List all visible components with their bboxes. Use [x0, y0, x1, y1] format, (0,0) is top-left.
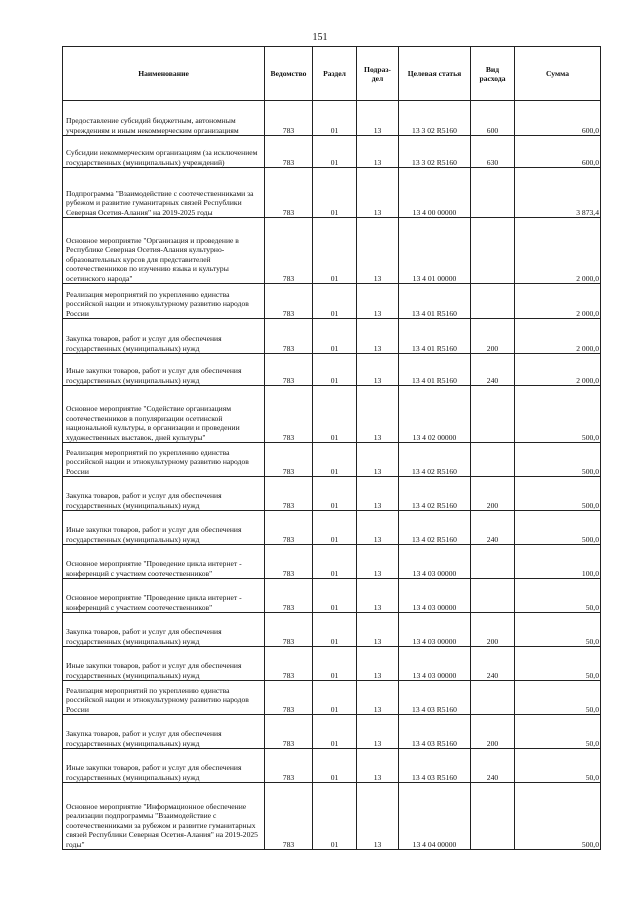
table-row	[63, 545, 601, 579]
cell-subsection: 13	[357, 284, 399, 319]
cell-subsection: 13	[357, 218, 399, 284]
cell-department: 783	[265, 511, 313, 545]
cell-name: Основное мероприятие "Проведение цикла интернет - конференций с участием соотечественников"	[63, 545, 265, 579]
cell-sum: 500,0	[515, 443, 601, 477]
table-row	[63, 354, 601, 386]
cell-section: 01	[313, 613, 357, 647]
table-row	[63, 783, 601, 850]
cell-expense-type	[471, 218, 515, 284]
cell-name: Иные закупки товаров, работ и услуг для обеспечения государственных (муниципальных) нужд	[63, 354, 265, 386]
cell-sum: 2 000,0	[515, 354, 601, 386]
table-row	[63, 749, 601, 783]
cell-name: Основное мероприятие "Организация и проведение в Республике Северная Осетия-Алания культурно-образовательных курсов для представителей соотечественников по изучению языка и культуры осетинского народа"	[63, 218, 265, 284]
cell-name: Закупка товаров, работ и услуг для обеспечения государственных (муниципальных) нужд	[63, 613, 265, 647]
cell-expense-type: 200	[471, 715, 515, 749]
cell-sum: 500,0	[515, 477, 601, 511]
cell-target-article: 13 4 01 00000	[399, 218, 471, 284]
cell-sum: 2 000,0	[515, 284, 601, 319]
cell-subsection: 13	[357, 681, 399, 715]
cell-section: 01	[313, 681, 357, 715]
cell-name: Иные закупки товаров, работ и услуг для обеспечения государственных (муниципальных) нужд	[63, 647, 265, 681]
cell-target-article: 13 4 03 R5160	[399, 681, 471, 715]
cell-department: 783	[265, 168, 313, 218]
cell-sum: 500,0	[515, 783, 601, 850]
cell-sum: 50,0	[515, 681, 601, 715]
cell-subsection: 13	[357, 511, 399, 545]
cell-sum: 2 000,0	[515, 218, 601, 284]
cell-department: 783	[265, 477, 313, 511]
cell-department: 783	[265, 386, 313, 443]
cell-name: Основное мероприятие "Содействие организациям соотечественников в популяризации осетинской национальной культуры, в организации и проведении художественных выставок, дней культуры"	[63, 386, 265, 443]
cell-department: 783	[265, 319, 313, 354]
cell-department: 783	[265, 749, 313, 783]
cell-expense-type: 240	[471, 354, 515, 386]
cell-name: Предоставление субсидий бюджетным, автономным учреждениям и иным некоммерческим организациям	[63, 101, 265, 136]
cell-subsection: 13	[357, 545, 399, 579]
cell-section: 01	[313, 218, 357, 284]
cell-section: 01	[313, 579, 357, 613]
cell-subsection: 13	[357, 579, 399, 613]
table-row	[63, 386, 601, 443]
cell-expense-type	[471, 579, 515, 613]
table-row	[63, 284, 601, 319]
cell-target-article: 13 4 03 00000	[399, 647, 471, 681]
cell-section: 01	[313, 749, 357, 783]
cell-department: 783	[265, 715, 313, 749]
cell-sum: 50,0	[515, 579, 601, 613]
cell-target-article: 13 4 01 R5160	[399, 319, 471, 354]
cell-section: 01	[313, 511, 357, 545]
table-row	[63, 511, 601, 545]
cell-expense-type	[471, 783, 515, 850]
header-expense-type: Вид расхода	[471, 47, 515, 101]
cell-name: Реализация мероприятий по укреплению единства российской нации и этнокультурному развитию народов России	[63, 681, 265, 715]
cell-subsection: 13	[357, 443, 399, 477]
cell-department: 783	[265, 783, 313, 850]
cell-subsection: 13	[357, 647, 399, 681]
cell-subsection: 13	[357, 319, 399, 354]
cell-sum: 2 000,0	[515, 319, 601, 354]
cell-department: 783	[265, 136, 313, 168]
cell-target-article: 13 4 01 R5160	[399, 354, 471, 386]
cell-target-article: 13 4 00 00000	[399, 168, 471, 218]
cell-section: 01	[313, 443, 357, 477]
cell-name: Закупка товаров, работ и услуг для обеспечения государственных (муниципальных) нужд	[63, 715, 265, 749]
table-row	[63, 319, 601, 354]
table-row	[63, 168, 601, 218]
cell-section: 01	[313, 136, 357, 168]
cell-department: 783	[265, 579, 313, 613]
table-row	[63, 477, 601, 511]
cell-section: 01	[313, 354, 357, 386]
cell-expense-type	[471, 284, 515, 319]
table-row	[63, 681, 601, 715]
table-row	[63, 613, 601, 647]
cell-sum: 500,0	[515, 386, 601, 443]
cell-department: 783	[265, 101, 313, 136]
table-row	[63, 443, 601, 477]
cell-department: 783	[265, 613, 313, 647]
cell-target-article: 13 4 03 00000	[399, 545, 471, 579]
cell-name: Основное мероприятие "Информационное обеспечение реализации подпрограммы "Взаимодействие с соотечественниками за рубежом и развитие гуманитарных связей Республики Северная Осетия-Алания" на 2019-2025 годы"	[63, 783, 265, 850]
cell-sum: 50,0	[515, 715, 601, 749]
cell-sum: 3 873,4	[515, 168, 601, 218]
cell-target-article: 13 4 02 R5160	[399, 477, 471, 511]
cell-name: Подпрограмма "Взаимодействие с соотечественниками за рубежом и развитие гуманитарных связей Республики Северная Осетия-Алания" на 2019-2025 годы	[63, 168, 265, 218]
cell-expense-type	[471, 443, 515, 477]
budget-table	[62, 46, 601, 850]
cell-target-article: 13 4 03 R5160	[399, 715, 471, 749]
cell-subsection: 13	[357, 749, 399, 783]
cell-subsection: 13	[357, 386, 399, 443]
cell-sum: 600,0	[515, 136, 601, 168]
cell-department: 783	[265, 284, 313, 319]
header-target-article: Целевая статья	[399, 47, 471, 101]
cell-section: 01	[313, 783, 357, 850]
cell-name: Закупка товаров, работ и услуг для обеспечения государственных (муниципальных) нужд	[63, 477, 265, 511]
cell-name: Основное мероприятие "Проведение цикла интернет - конференций с участием соотечественников"	[63, 579, 265, 613]
cell-department: 783	[265, 354, 313, 386]
cell-target-article: 13 4 03 00000	[399, 613, 471, 647]
cell-name: Иные закупки товаров, работ и услуг для обеспечения государственных (муниципальных) нужд	[63, 511, 265, 545]
table-header-row	[63, 47, 601, 101]
cell-subsection: 13	[357, 783, 399, 850]
header-department: Ведомство	[265, 47, 313, 101]
cell-target-article: 13 4 03 00000	[399, 579, 471, 613]
table-row	[63, 101, 601, 136]
cell-department: 783	[265, 443, 313, 477]
cell-subsection: 13	[357, 613, 399, 647]
cell-sum: 600,0	[515, 101, 601, 136]
cell-department: 783	[265, 647, 313, 681]
cell-target-article: 13 4 02 00000	[399, 386, 471, 443]
cell-expense-type	[471, 168, 515, 218]
cell-name: Закупка товаров, работ и услуг для обеспечения государственных (муниципальных) нужд	[63, 319, 265, 354]
table-row	[63, 579, 601, 613]
cell-expense-type: 240	[471, 511, 515, 545]
cell-expense-type: 200	[471, 477, 515, 511]
cell-subsection: 13	[357, 101, 399, 136]
cell-sum: 50,0	[515, 647, 601, 681]
cell-expense-type	[471, 545, 515, 579]
cell-department: 783	[265, 545, 313, 579]
cell-target-article: 13 4 02 R5160	[399, 443, 471, 477]
cell-target-article: 13 4 01 R5160	[399, 284, 471, 319]
cell-target-article: 13 4 02 R5160	[399, 511, 471, 545]
cell-subsection: 13	[357, 136, 399, 168]
cell-subsection: 13	[357, 715, 399, 749]
cell-expense-type: 240	[471, 647, 515, 681]
cell-department: 783	[265, 681, 313, 715]
cell-name: Реализация мероприятий по укреплению единства российской нации и этнокультурному развитию народов России	[63, 443, 265, 477]
cell-target-article: 13 3 02 R5160	[399, 101, 471, 136]
cell-target-article: 13 4 03 R5160	[399, 749, 471, 783]
cell-expense-type: 200	[471, 319, 515, 354]
cell-name: Реализация мероприятий по укреплению единства российской нации и этнокультурному развитию народов России	[63, 284, 265, 319]
cell-section: 01	[313, 647, 357, 681]
cell-expense-type: 200	[471, 613, 515, 647]
page-number: 151	[312, 32, 328, 43]
cell-expense-type: 240	[471, 749, 515, 783]
cell-sum: 50,0	[515, 749, 601, 783]
cell-subsection: 13	[357, 168, 399, 218]
header-name: Наименование	[63, 47, 265, 101]
cell-section: 01	[313, 545, 357, 579]
table-row	[63, 715, 601, 749]
cell-section: 01	[313, 715, 357, 749]
cell-name: Иные закупки товаров, работ и услуг для обеспечения государственных (муниципальных) нужд	[63, 749, 265, 783]
cell-sum: 500,0	[515, 511, 601, 545]
cell-target-article: 13 3 02 R5160	[399, 136, 471, 168]
cell-target-article: 13 4 04 00000	[399, 783, 471, 850]
table-row	[63, 218, 601, 284]
cell-section: 01	[313, 168, 357, 218]
cell-section: 01	[313, 319, 357, 354]
cell-section: 01	[313, 477, 357, 511]
cell-section: 01	[313, 101, 357, 136]
cell-sum: 100,0	[515, 545, 601, 579]
cell-subsection: 13	[357, 354, 399, 386]
table-row	[63, 647, 601, 681]
header-sum: Сумма	[515, 47, 601, 101]
cell-department: 783	[265, 218, 313, 284]
cell-sum: 50,0	[515, 613, 601, 647]
cell-section: 01	[313, 386, 357, 443]
table-row	[63, 136, 601, 168]
header-section: Раздел	[313, 47, 357, 101]
header-subsection: Подраз-дел	[357, 47, 399, 101]
cell-expense-type	[471, 386, 515, 443]
cell-expense-type: 630	[471, 136, 515, 168]
cell-expense-type: 600	[471, 101, 515, 136]
cell-subsection: 13	[357, 477, 399, 511]
cell-expense-type	[471, 681, 515, 715]
cell-name: Субсидии некоммерческим организациям (за исключением государственных (муниципальных) учреждений)	[63, 136, 265, 168]
cell-section: 01	[313, 284, 357, 319]
